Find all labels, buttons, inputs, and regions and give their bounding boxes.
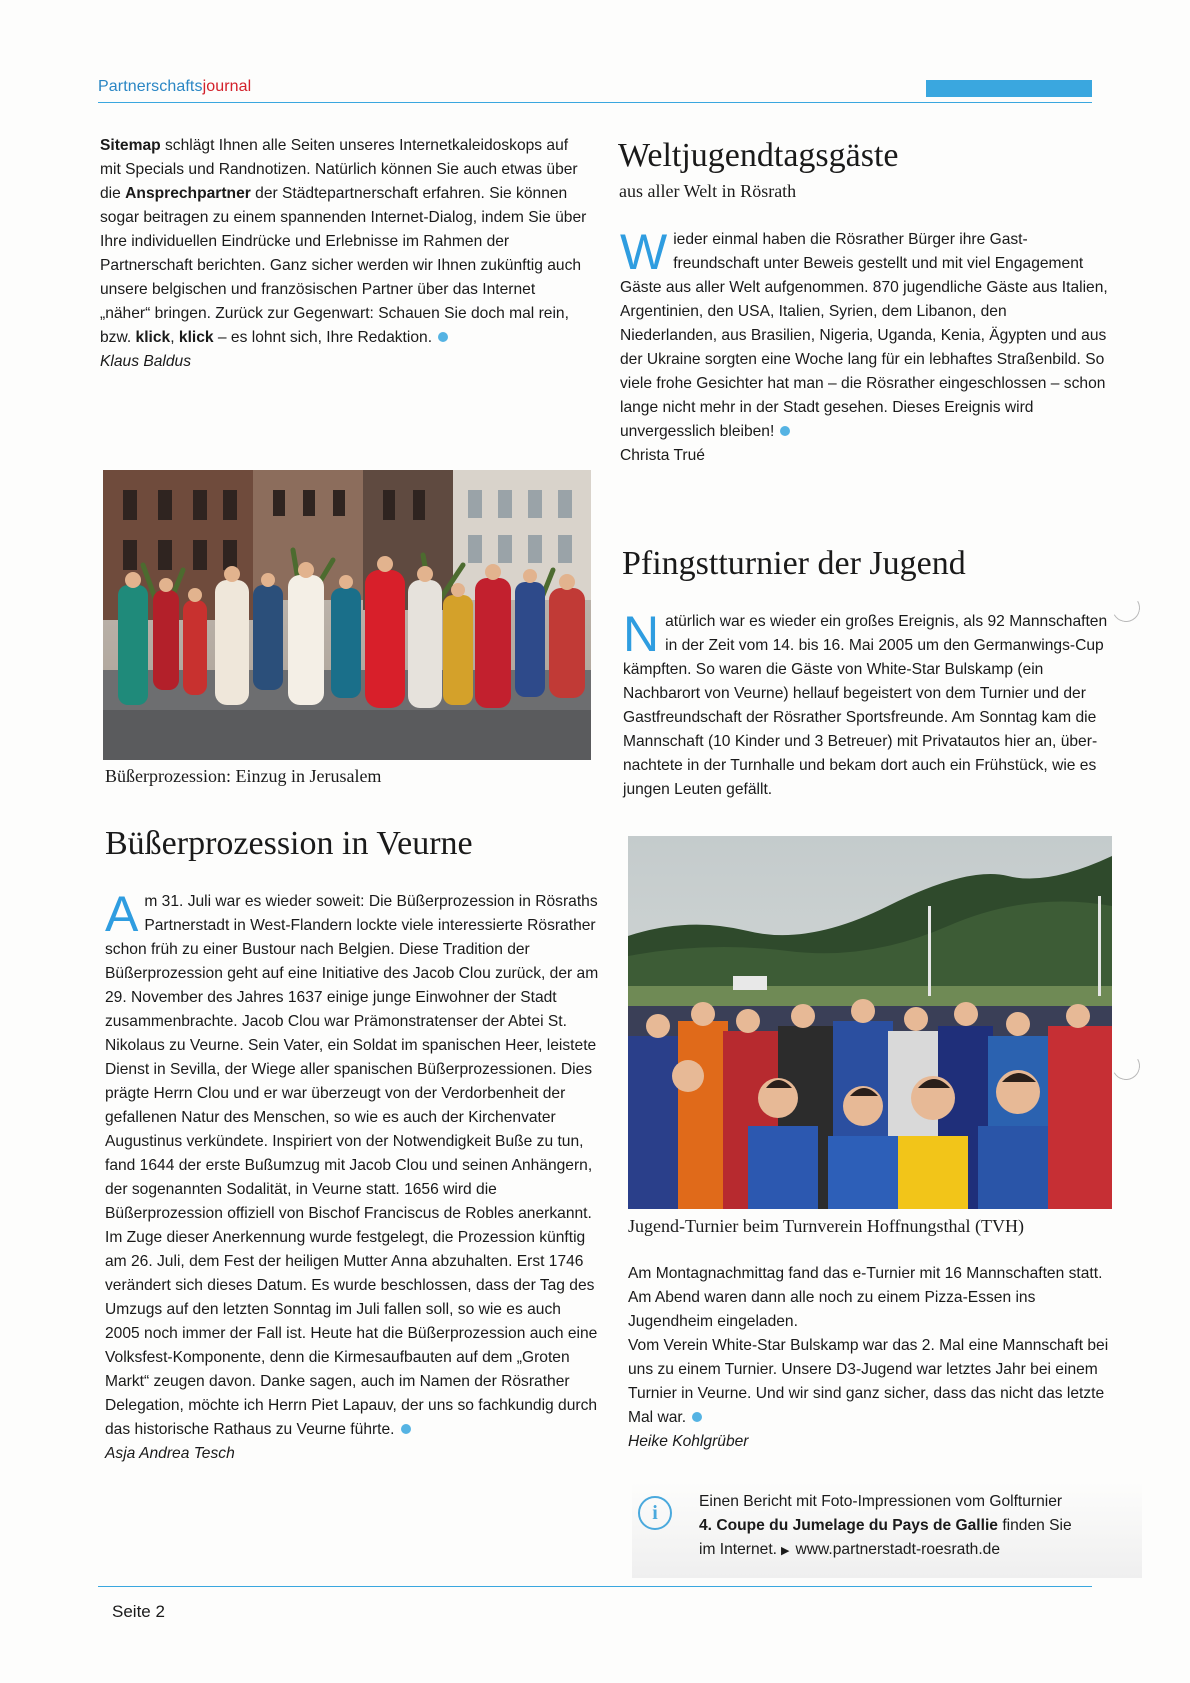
intro-text-run: , — [170, 329, 179, 346]
veurne-author: Asja Andrea Tesch — [105, 1445, 235, 1462]
pfingst-title: Pfingstturnier der Jugend — [622, 545, 966, 582]
procession-photo — [103, 470, 591, 760]
intro-article — [100, 134, 588, 374]
wjt-subtitle: aus aller Welt in Rösrath — [619, 181, 797, 201]
partnerstadt-link[interactable]: www.partnerstadt-roesrath.de — [795, 1541, 1001, 1558]
pfingst-body: Natürlich war es wieder ein großes Ereignis, als 92 Mannschaften in der Zeit vom 14. bis 16. Mai 2005 um den Germanwings-Cup kämpften. So waren die Gäste von White-Star Bulskamp (ein Nachbarort von Veurne) hellauf begeistert von dem Turnier und der Gastfreundschaft der Rösrather Sportsfreunde. Am Sonntag kam die Mannschaft (10 Kinder und 3 Betreuer) mit Privatautos hier an, übernachtete in der Turnhalle und bekam dort auch ein Frühstück, wie es jungen Leuten gefällt. — [623, 606, 1108, 798]
pfingst-continued — [628, 1262, 1116, 1454]
page-number: Seite 2 — [112, 1602, 165, 1621]
intro-text-run: schlägt Ihnen alle Seiten unseres Internetkaleidoskops auf mit Specials und Randnotizen. Natürlich können Sie auch etwas über die — [100, 137, 578, 202]
info-line1: Einen Bericht mit Foto-Impressionen vom Golfturnier — [699, 1493, 1063, 1510]
wjt-body: Wieder einmal haben die Rösrather Bürger ihre Gastfreundschaft unter Beweis gestellt und mit viel Engagement Gäste aus aller Welt aufgenommen. 870 jugendliche Gäste aus Italien, Argentinien, den USA, Italien, Syrien, dem Libanon, den Niederlanden, aus Brasilien, Nigeria, Uganda, Kenia, Ägypten und aus der Ukraine sorgten eine Woche lang für ein lebhaftes Straßenbild. So viele frohe Gesichter hat man – die Rösrather eingeschlossen – schon lange nicht mehr in der Stadt gesehen. Dieses Ereignis wird unvergesslich bleiben! — [620, 224, 1108, 440]
end-dot — [401, 1424, 411, 1434]
veurne-body: Am 31. Juli war es wieder soweit: Die Büßerprozession in Rösraths Partnerstadt in West-Flandern lockte viele interessierte Rösrather schon früh zu einer Bustour nach Belgien. Diese Tradition der Büßerprozession geht auf eine Initiative des Jacob Clou zurück, der am 29. November des Jahres 1637 einige junge Einwohner der Stadt zusammenbrachte. Jacob Clou war Prämonstratenser der Abtei St. Nikolaus zu Veurne. Sein Vater, ein Soldat im spanischen Heer, leistete Dienst in Sevilla, der Wiege aller spanischen Büßerprozessionen. Dies prägte Herrn Clou und er war überzeugt von der Verdorbenheit der gefallenen Natur des Menschen, so wie es auch der Kirchenvater Augustinus verkündete. Inspiriert von der Notwendigkeit Buße zu tun, fand 1644 der erste Bußumzug mit Jacob Clou und seinen Anhängern, der sogenannten Sodalität, in Veurne statt. 1656 wird die Büßerprozession offiziell von Bischof Franciscus de Robles anerkannt. Im Zuge dieser Anerkennung wurde festgelegt, die Prozession künftig am 26. Juli, dem Fest der heiligen Mutter Anna abzuhalten. Erst 1746 verändert sich dieses Datum. Es wurde beschlossen, dass der Tag des Umzugs auf den letzten Sonntag im Juli fallen soll, so wie es auch 2005 noch immer der Fall ist. Heute hat die Büßerprozession auch eine Volksfest-Komponente, denn die Kirmesaufbauten auf dem „Groten Markt“ zeugen davon. Danke sagen, auch im Namen der Rösrather Delegation, möchte ich Herrn Piet Lapauv, der uns so fachkundig durch das historische Rathaus zu Veurne führte. — [105, 886, 599, 1438]
intro-text-run: der Städtepartnerschaft erfahren. Sie können sogar beitragen zu einem spannenden Internet-Dialog, indem Sie über Ihre individuellen Eindrücke und Erlebnisse im Rahmen der Partnerschaft berichten. Ganz sicher werden wir Ihnen zukünftig auch unsere belgischen und französischen Partner über das Internet „näher“ bringen. Zurück zur Gegenwart: Schauen Sie doch mal rein, bzw. — [100, 185, 587, 346]
footer-rule — [98, 1586, 1092, 1587]
intro-text — [100, 134, 588, 350]
header-accent-bar — [926, 80, 1092, 97]
intro-bold-term: klick — [135, 329, 171, 346]
football-photo — [628, 836, 1112, 1209]
pfingst-para1: Am Montagnachmittag fand das e-Turnier mit 16 Mannschaften statt. Am Abend waren dann alle noch zu einem Pizza-Essen ins Jugendheim eingeladen. — [628, 1265, 1103, 1330]
intro-bold-term: klick — [178, 329, 214, 346]
veurne-title: Büßerprozession in Veurne — [105, 825, 473, 862]
intro-bold-term: Ansprechpartner — [125, 185, 251, 202]
wjt-author: Christa Trué — [620, 447, 705, 464]
pfingst-author: Heike Kohlgrüber — [628, 1433, 749, 1450]
arrow-right-icon: ▶ — [781, 1545, 790, 1557]
wjt-drop-cap: W — [620, 224, 668, 280]
end-dot — [438, 332, 448, 342]
info-icon: i — [638, 1496, 672, 1530]
journal-header-title: Partnerschaftsjournal — [98, 78, 252, 95]
football-caption: Jugend-Turnier beim Turnverein Hoffnungsthal (TVH) — [628, 1216, 1024, 1236]
header-rule — [98, 102, 1092, 103]
veurne-drop-cap: A — [105, 886, 139, 942]
veurne-article — [105, 886, 599, 1466]
end-dot — [692, 1412, 702, 1422]
wjt-article — [620, 224, 1108, 468]
intro-bold-term: Sitemap — [100, 137, 161, 154]
info-line3: im Internet. ▶ www.partnerstadt-roesrath.de — [699, 1541, 1001, 1558]
hole-punch-mark — [1109, 1049, 1143, 1083]
pfingst-para2: Vom Verein White-Star Bulskamp war das 2. Mal eine Mannschaft bei uns zu einem Turnier. Unsere D3-Jugend war letztes Jahr bei einem Turnier in Veurne. Und wir sind ganz sicher, dass das nicht das letzte Mal war. — [628, 1337, 1109, 1426]
pfingst-article — [623, 606, 1113, 802]
info-event-name: 4. Coupe du Jumelage du Pays de Gallie — [699, 1517, 998, 1534]
end-dot — [780, 426, 790, 436]
intro-author: Klaus Baldus — [100, 353, 192, 370]
info-line2: 4. Coupe du Jumelage du Pays de Gallie finden Sie — [699, 1517, 1072, 1534]
pfingst-drop-cap: N — [623, 606, 660, 662]
hole-punch-mark — [1109, 591, 1143, 625]
procession-caption: Büßerprozession: Einzug in Jerusalem — [105, 766, 382, 786]
wjt-title: Weltjugendtagsgäste — [618, 137, 899, 174]
intro-text-run: – es lohnt sich, Ihre Redaktion. — [213, 329, 433, 346]
info-text — [699, 1490, 1139, 1563]
